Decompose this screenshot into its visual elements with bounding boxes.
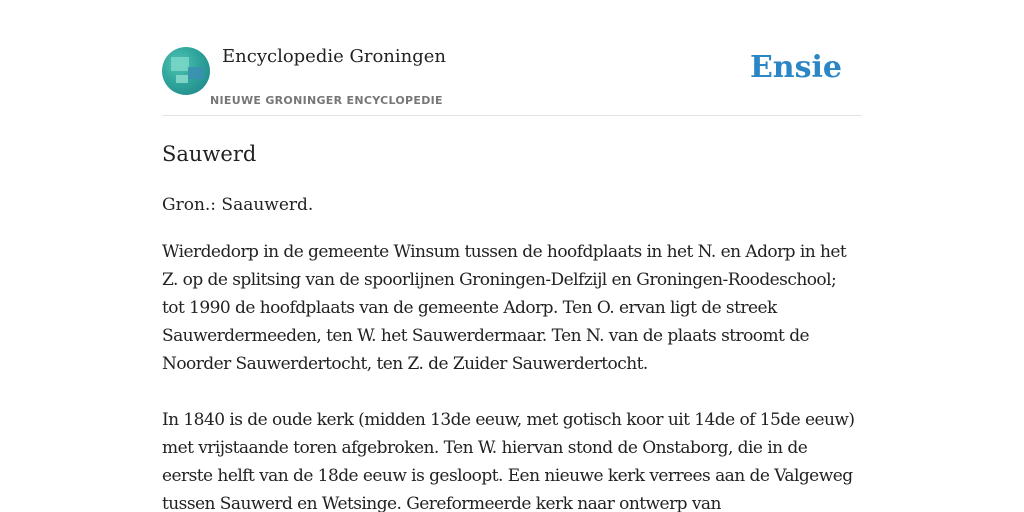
article-paragraph: In 1840 is de oude kerk (midden 13de eeuw, met gotisch koor uit 14de of 15de eeuw) met vrijstaande toren afgebroken. Ten W. hiervan stond de Onstaborg, die in de eerste helft van de 18de eeuw is gesloopt. Een nieuwe kerk verrees aan de Valgeweg tussen Sauwerd en Wetsinge. Gereformeerde kerk naar ontwerp van [162,410,855,512]
article-lead: Gron.: Saauwerd. [162,195,314,215]
article-paragraph: Wierdedorp in de gemeente Winsum tussen de hoofdplaats in het N. en Adorp in het Z. op de splitsing van de spoorlijnen Groningen-Delfzijl en Groningen-Roodeschool; tot 1990 de hoofdplaats van de gemeente Adorp. Ten O. ervan ligt de streek Sauwerdermeeden, ten W. het Sauwerdermaar. Ten N. van de plaats stroomt de Noorder Sauwerdertocht, ten Z. de Zuider Sauwerdertocht. [162,242,847,374]
logo-shape [176,75,188,83]
ensie-brand-logo[interactable]: Ensie [749,50,842,85]
logo-shape [188,67,204,79]
site-subtitle: NIEUWE GRONINGER ENCYCLOPEDIE [210,94,443,107]
article-content [162,138,862,512]
site-header [162,0,862,116]
site-title-link[interactable]: Encyclopedie Groningen [222,46,447,67]
encyclopedie-groningen-logo-icon[interactable] [162,47,210,95]
logo-shape [171,57,189,71]
article-title: Sauwerd [162,142,257,166]
